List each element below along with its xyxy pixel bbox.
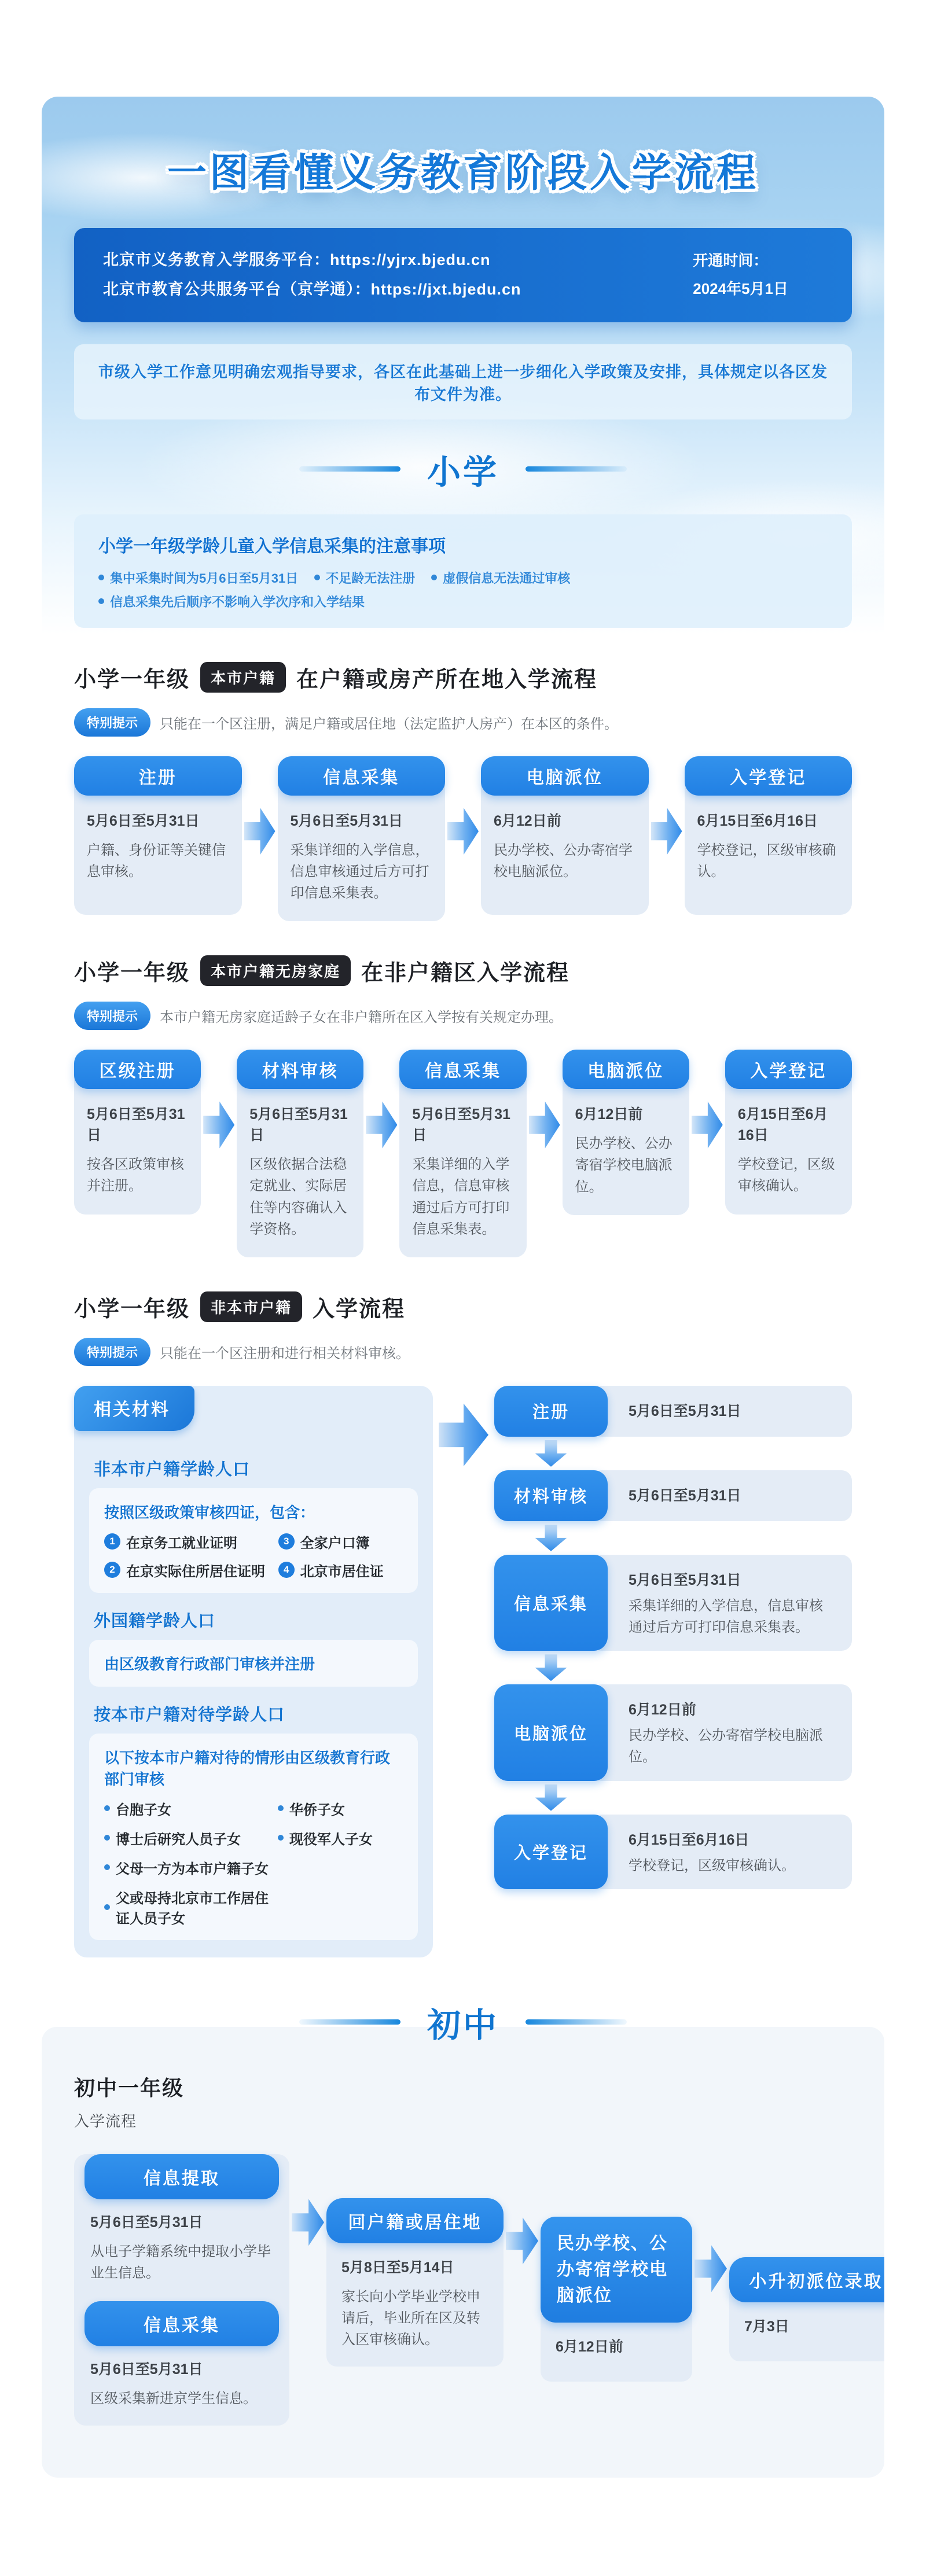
flow-step <box>494 1386 852 1437</box>
step-desc: 民办学校、公办寄宿学校电脑派位。 <box>575 1136 673 1195</box>
note-bullet-text: 集中采集时间为5月6日至5月31日 <box>110 571 299 586</box>
circle-number-icon: 3 <box>278 1533 295 1550</box>
arrow-right-icon <box>529 1098 560 1151</box>
step-title: 入学登记 <box>494 1815 608 1889</box>
notes-title: 小学一年级学龄儿童入学信息采集的注意事项 <box>98 536 446 556</box>
certificate-text: 北京市居住证 <box>300 1563 384 1580</box>
materials-group3-box-title: 以下按本市户籍对待的情形由区级教育行政部门审核 <box>104 1749 391 1788</box>
flow3-tip-row <box>74 1338 852 1366</box>
flow1-tip-row <box>74 708 852 737</box>
flow-section-no-house <box>74 955 852 1257</box>
step-title: 材料审核 <box>494 1470 608 1521</box>
platform-info-box <box>74 228 852 322</box>
step-body <box>74 2199 289 2284</box>
flow-step <box>494 1470 852 1521</box>
flow-step <box>494 1684 852 1780</box>
step-body <box>481 782 649 915</box>
step-body <box>278 782 446 922</box>
step-desc: 民办学校、公办寄宿学校电脑派位。 <box>629 1728 823 1765</box>
note-bullet-text: 虚假信息无法通过审核 <box>443 571 571 586</box>
flow2-grade: 小学一年级 <box>74 961 190 986</box>
materials-group3-title: 按本市户籍对待学龄人口 <box>94 1705 285 1724</box>
tip-badge: 特别提示 <box>74 1338 150 1366</box>
flow-step <box>725 1050 852 1214</box>
step-desc: 学校登记，区级审核确认。 <box>697 842 836 879</box>
materials-group1-box-title: 按照区级政策审核四证，包含： <box>104 1503 315 1521</box>
materials-panel <box>74 1386 433 1957</box>
step-title: 信息采集 <box>399 1050 526 1089</box>
middle-school-panel <box>42 2027 884 2478</box>
arrow-down-icon <box>533 1654 569 1681</box>
list-item-text: 博士后研究人员子女 <box>116 1831 241 1848</box>
bullet-dot-icon <box>98 598 104 604</box>
treated-as-local-list <box>104 1798 403 1927</box>
heading-line-left <box>299 466 400 472</box>
step-title: 注册 <box>74 756 242 796</box>
flow-section-local-hukou <box>74 661 852 922</box>
step-title: 回户籍或居住地 <box>326 2198 504 2243</box>
step-body <box>591 1470 852 1521</box>
bullet-dot-icon <box>98 575 104 580</box>
list-item <box>278 1828 403 1848</box>
step-body <box>74 2346 289 2409</box>
flow2-heading <box>74 955 852 987</box>
step-date: 5月6日至5月31日 <box>412 1106 510 1144</box>
step-body <box>74 1075 201 1214</box>
step-desc: 学校登记，区级审核确认。 <box>737 1157 835 1194</box>
flow3-badge: 非本市户籍 <box>200 1291 302 1322</box>
note-bullet <box>314 569 415 587</box>
platform-line-2 <box>103 275 521 304</box>
circle-number-icon: 2 <box>104 1562 120 1578</box>
step-desc: 学校登记，区级审核确认。 <box>629 1857 795 1874</box>
certificate-item <box>104 1532 273 1552</box>
step-date: 6月15日至6月16日 <box>629 1831 749 1848</box>
arrow-right-icon <box>366 1098 397 1151</box>
list-item-text: 现役军人子女 <box>289 1831 373 1848</box>
primary-heading-text: 小学 <box>427 453 499 491</box>
certificate-text: 在京务工就业证明 <box>126 1535 237 1551</box>
tip-badge: 特别提示 <box>74 1002 150 1030</box>
step-desc: 采集详细的入学信息，信息审核通过后方可打印信息采集表。 <box>629 1598 823 1636</box>
step-desc: 从电子学籍系统中提取小学毕业生信息。 <box>90 2243 271 2281</box>
step-title: 注册 <box>494 1386 608 1437</box>
materials-group2-box-title: 由区级教育行政部门审核并注册 <box>104 1655 315 1673</box>
step-date: 5月8日至5月14日 <box>341 2259 454 2276</box>
step-date: 6月12日前 <box>556 2338 623 2355</box>
step-title: 材料审核 <box>237 1050 363 1089</box>
flow1-steps <box>74 756 852 922</box>
step-body <box>563 1075 689 1215</box>
step-desc: 区级依据合法稳定就业、实际居住等内容确认入学资格。 <box>249 1157 347 1237</box>
arrow-right-icon <box>694 2242 727 2295</box>
flow-step <box>399 1050 526 1257</box>
note-bullet <box>98 593 365 610</box>
step-title: 入学登记 <box>725 1050 852 1089</box>
step-desc: 家长向小学毕业学校申请后，毕业所在区及转入区审核确认。 <box>341 2288 480 2348</box>
note-bullet-text: 信息采集先后顺序不影响入学次序和入学结果 <box>110 594 365 609</box>
step-title: 入学登记 <box>685 756 852 796</box>
open-time-label: 开通时间： <box>693 251 769 269</box>
step-body <box>725 1075 852 1214</box>
notes-bullets <box>98 569 828 610</box>
step-title: 民办学校、公办寄宿学校电脑派位 <box>541 2217 692 2323</box>
certificates-grid <box>104 1532 403 1580</box>
certificate-text: 在京实际住所居住证明 <box>126 1563 265 1580</box>
platform-1-url[interactable]: https://yjrx.bjedu.cn <box>330 251 491 268</box>
step-body <box>591 1815 852 1889</box>
notice-bar: 市级入学工作意见明确宏观指导要求，各区在此基础上进一步细化入学政策及安排，具体规定以各区发布文件为准。 <box>74 344 852 419</box>
arrow-right-icon <box>244 805 275 858</box>
middle-subtitle: 入学流程 <box>74 2112 137 2130</box>
step-title: 区级注册 <box>74 1050 201 1089</box>
bullet-dot-icon <box>104 1904 110 1910</box>
materials-group1-box <box>89 1488 418 1593</box>
flow3-title: 入学流程 <box>313 1297 406 1322</box>
step-body <box>591 1555 852 1651</box>
flow-step <box>494 1815 852 1889</box>
certificate-item <box>278 1532 403 1552</box>
step-desc: 户籍、身份证等关键信息审核。 <box>87 842 226 879</box>
flow-step <box>237 1050 363 1257</box>
middle-flow <box>74 2154 883 2426</box>
flow-step <box>541 2217 692 2382</box>
step-title: 电脑派位 <box>481 756 649 796</box>
step-body <box>74 782 242 915</box>
tip-text: 只能在一个区注册，满足户籍或居住地（法定监护人房产）在本区的条件。 <box>160 716 619 732</box>
materials-group1-title: 非本市户籍学龄人口 <box>94 1460 251 1479</box>
step-title: 信息提取 <box>84 2154 279 2199</box>
step-title: 小升初派位录取 <box>729 2257 884 2302</box>
step-date: 6月12日前 <box>575 1106 643 1123</box>
step-date: 7月3日 <box>744 2318 789 2335</box>
bullet-dot-icon <box>104 1864 110 1870</box>
step-date: 5月6日至5月31日 <box>629 1572 741 1588</box>
bullet-dot-icon <box>104 1805 110 1811</box>
list-item <box>104 1887 273 1927</box>
step-date: 6月15日至6月16日 <box>697 812 818 829</box>
materials-group2-title: 外国籍学龄人口 <box>94 1611 216 1631</box>
arrow-right-icon <box>692 1098 723 1151</box>
middle-grade-title: 初中一年级 <box>74 2075 185 2100</box>
step-title: 电脑派位 <box>494 1684 608 1780</box>
list-item <box>104 1828 273 1848</box>
circle-number-icon: 1 <box>104 1533 120 1550</box>
flow-step <box>74 2154 289 2284</box>
flow2-tip-row <box>74 1002 852 1030</box>
step-body <box>591 1386 852 1437</box>
arrow-right-icon <box>506 2214 538 2268</box>
arrow-down-icon <box>533 1440 569 1467</box>
heading-line-right <box>526 2019 627 2025</box>
step-desc: 区级采集新进京学生信息。 <box>90 2391 257 2407</box>
tip-text: 本市户籍无房家庭适龄子女在非户籍所在区入学按有关规定办理。 <box>160 1010 563 1026</box>
step-date: 6月15日至6月16日 <box>737 1106 828 1144</box>
bullet-dot-icon <box>104 1835 110 1841</box>
bullet-dot-icon <box>314 575 320 580</box>
step-desc: 按各区政策审核并注册。 <box>87 1157 184 1194</box>
step-body <box>399 1075 526 1257</box>
platform-line-1 <box>103 245 521 275</box>
arrow-right-icon <box>203 1098 234 1151</box>
flow-step <box>74 2301 289 2409</box>
step-body <box>237 1075 363 1257</box>
step-body <box>326 2226 504 2367</box>
note-bullet <box>98 569 298 587</box>
section-heading-middle <box>42 1998 884 2047</box>
step-title: 信息采集 <box>494 1555 608 1651</box>
flow1-grade: 小学一年级 <box>74 667 190 692</box>
certificate-item <box>104 1560 273 1580</box>
flow-step <box>481 756 649 915</box>
list-item <box>278 1798 403 1819</box>
step-date: 5月6日至5月31日 <box>290 812 403 829</box>
step-date: 6月12日前 <box>494 812 561 829</box>
heading-line-right <box>526 466 627 472</box>
platform-2-url[interactable]: https://jxt.bjedu.cn <box>370 281 521 299</box>
materials-tab: 相关材料 <box>74 1386 194 1431</box>
arrow-down-icon <box>533 1784 569 1811</box>
circle-number-icon: 4 <box>278 1562 295 1578</box>
step-date: 5月6日至5月31日 <box>87 1106 185 1144</box>
step-desc: 采集详细的入学信息，信息审核通过后方可打印信息采集表。 <box>290 842 429 901</box>
flow-step <box>563 1050 689 1215</box>
arrow-right-icon <box>292 2196 324 2249</box>
flow-section-non-local <box>74 1291 852 1957</box>
flow1-title: 在户籍或房产所在地入学流程 <box>296 667 598 692</box>
platform-list <box>103 245 521 305</box>
open-time-block <box>693 246 788 304</box>
step-date: 5月6日至5月31日 <box>90 2361 203 2378</box>
list-item-text: 父或母持北京市工作居住证人员子女 <box>116 1890 269 1927</box>
pre-steps-card <box>74 2154 289 2426</box>
bullet-dot-icon <box>431 575 437 580</box>
list-item-text: 华侨子女 <box>289 1802 345 1818</box>
flow-step <box>278 756 446 922</box>
notes-card <box>74 514 852 628</box>
list-item <box>104 1857 273 1878</box>
step-title: 信息采集 <box>84 2301 279 2346</box>
step-title: 电脑派位 <box>563 1050 689 1089</box>
tip-text: 只能在一个区注册和进行相关材料审核。 <box>160 1345 410 1361</box>
flow2-steps <box>74 1050 852 1257</box>
arrow-right-icon <box>651 805 682 858</box>
list-item <box>104 1798 273 1819</box>
flow-step <box>685 756 852 915</box>
step-date: 5月6日至5月31日 <box>629 1403 741 1419</box>
step-desc: 民办学校、公办寄宿学校电脑派位。 <box>494 842 633 879</box>
flow3-heading <box>74 1291 852 1323</box>
flow-step <box>74 756 242 915</box>
platform-1-label: 北京市义务教育入学服务平台： <box>103 251 330 268</box>
step-date: 5月6日至5月31日 <box>87 812 200 829</box>
tip-badge: 特别提示 <box>74 708 150 737</box>
arrow-down-icon <box>533 1525 569 1551</box>
flow1-badge: 本市户籍 <box>200 662 286 693</box>
arrow-right-icon <box>447 805 479 858</box>
heading-line-left <box>299 2019 400 2025</box>
poster-card <box>42 97 884 2478</box>
note-bullet-text: 不足龄无法注册 <box>326 571 416 586</box>
list-item-text: 父母一方为本市户籍子女 <box>116 1861 269 1877</box>
flow-step <box>74 1050 201 1214</box>
flow3-grade: 小学一年级 <box>74 1297 190 1322</box>
note-bullet <box>431 569 570 587</box>
platform-2-label: 北京市教育公共服务平台（京学通）： <box>103 281 371 299</box>
step-date: 5月6日至5月31日 <box>629 1487 741 1504</box>
step-date: 5月6日至5月31日 <box>90 2214 203 2231</box>
step-title: 信息采集 <box>278 756 446 796</box>
materials-group2-box <box>89 1640 418 1687</box>
non-local-layout <box>74 1386 852 1957</box>
step-body <box>685 782 852 915</box>
middle-heading-text: 初中 <box>427 2006 499 2044</box>
open-time-value: 2024年5月1日 <box>693 280 788 298</box>
list-item-text: 台胞子女 <box>116 1802 171 1818</box>
step-date: 5月6日至5月31日 <box>249 1106 348 1144</box>
certificate-item <box>278 1560 403 1580</box>
certificate-text: 全家户口簿 <box>300 1535 370 1551</box>
flow1-heading <box>74 661 852 693</box>
flow-step <box>326 2198 504 2367</box>
arrow-right-icon <box>439 1401 488 1469</box>
step-date: 6月12日前 <box>629 1702 696 1718</box>
flow-step <box>494 1555 852 1651</box>
non-local-steps <box>494 1386 852 1889</box>
step-body <box>591 1684 852 1780</box>
page-title: 一图看懂义务教育阶段入学流程 <box>167 151 759 195</box>
section-heading-primary <box>42 445 884 494</box>
flow2-badge: 本市户籍无房家庭 <box>200 955 351 986</box>
bullet-dot-icon <box>278 1805 284 1811</box>
flow-step <box>729 2257 884 2361</box>
materials-group3-box <box>89 1734 418 1940</box>
flow2-title: 在非户籍区入学流程 <box>361 961 570 986</box>
step-desc: 采集详细的入学信息，信息审核通过后方可打印信息采集表。 <box>412 1157 510 1237</box>
bullet-dot-icon <box>278 1835 284 1841</box>
